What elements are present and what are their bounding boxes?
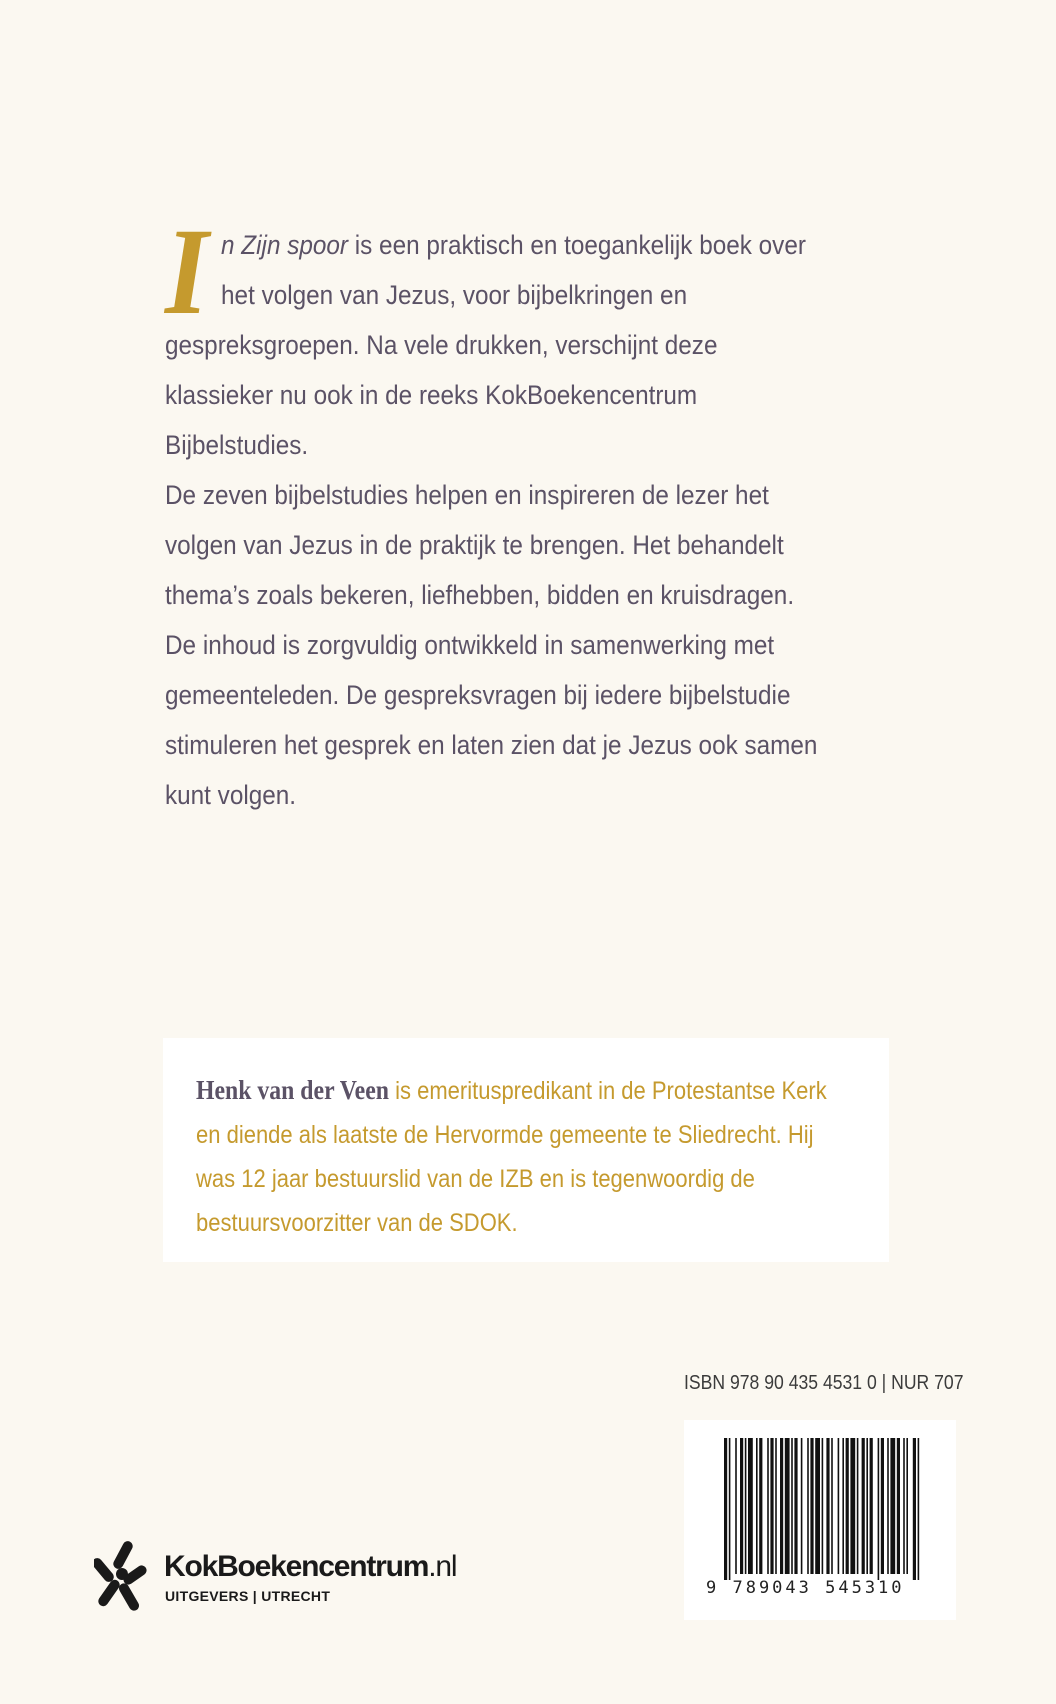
barcode-bar [759, 1438, 762, 1574]
publisher-name [164, 1550, 456, 1584]
barcode-bar [903, 1438, 905, 1574]
barcode-bar [729, 1438, 731, 1580]
barcode-bars [684, 1420, 956, 1580]
barcode-bar [887, 1438, 889, 1574]
barcode-bar [775, 1438, 777, 1574]
barcode-bar [780, 1438, 783, 1574]
author-bio-text: is emerituspredikant in de Protestantse Kerk en diende als laatste de Hervormde gemeente te Sliedrecht. Hij was 12 jaar bestuurslid van de IZB en is tegenwoordig de bestuursvoorzitter van de SDOK. [196, 1077, 827, 1237]
barcode-bar [866, 1438, 868, 1574]
blurb-paragraph-body: De zeven bijbelstudies helpen en inspireren de lezer het volgen van Jezus in de praktijk te brengen. Het behandelt thema’s zoals bekeren, liefhebben, bidden en kruisdragen. De inhoud is zorgvuldig ontwikkeld in samenwerking met gemeenteleden. De gespreksvragen bij iedere bijbelstudie stimuleren het gesprek en laten zien dat je Jezus ook samen kunt volgen. [165, 480, 818, 810]
barcode-bar [846, 1438, 849, 1574]
blurb-intro-text: is een praktisch en toegankelijk boek over het volgen van Jezus, voor bijbelkringen en gespreksgroepen. Na vele drukken, verschijnt deze klassieker nu ook in de reeks KokBoekencentrum Bijbelstudies. [165, 230, 806, 460]
barcode-bar [918, 1438, 920, 1580]
barcode-bar [913, 1438, 916, 1580]
publisher-subtitle: UITGEVERS | UTRECHT [165, 1588, 331, 1604]
barcode-digits: 9 789043 545310 [706, 1578, 905, 1598]
barcode-bar [906, 1438, 908, 1574]
barcode-bar [850, 1438, 855, 1574]
barcode-bar [815, 1438, 820, 1574]
isbn-nur-line: ISBN 978 90 435 4531 0 | NUR 707 [684, 1372, 964, 1394]
barcode-bar [881, 1438, 884, 1574]
barcode-bar [838, 1438, 840, 1574]
barcode-bar [890, 1438, 895, 1574]
publisher-name-tld: .nl [428, 1550, 457, 1583]
author-name: Henk van der Veen [196, 1075, 389, 1105]
barcode-bar [767, 1438, 769, 1574]
barcode-bar [756, 1438, 758, 1574]
barcode-bar [831, 1438, 833, 1574]
barcode-bar [724, 1438, 727, 1580]
barcode-bar [862, 1438, 865, 1574]
author-bio [196, 1068, 847, 1245]
back-cover-blurb [165, 203, 831, 820]
author-bio-box [163, 1038, 889, 1262]
barcode-bar [870, 1438, 873, 1574]
barcode [684, 1420, 956, 1620]
barcode-bar [791, 1438, 793, 1574]
drop-cap: I [165, 203, 209, 340]
blurb-paragraph-intro [165, 203, 831, 470]
barcode-bar [857, 1438, 859, 1574]
barcode-bar [740, 1438, 743, 1574]
publisher-name-main: KokBoekencentrum [164, 1550, 429, 1583]
barcode-bar [801, 1438, 803, 1574]
barcode-bar [878, 1438, 880, 1580]
barcode-bar [785, 1438, 790, 1574]
barcode-bar [897, 1438, 900, 1574]
kokboekencentrum-logo-icon [94, 1538, 154, 1618]
barcode-bar [748, 1438, 753, 1574]
barcode-bar [807, 1438, 809, 1574]
barcode-bar [745, 1438, 747, 1574]
publisher-logo-block [94, 1538, 514, 1618]
barcode-bar [735, 1438, 737, 1574]
book-title-inline: n Zijn spoor [221, 230, 349, 260]
barcode-bar [770, 1438, 773, 1574]
barcode-bar [842, 1438, 844, 1574]
barcode-bar [826, 1438, 829, 1574]
barcode-bar [794, 1438, 797, 1574]
barcode-bar [822, 1438, 824, 1574]
barcode-bar [810, 1438, 813, 1574]
